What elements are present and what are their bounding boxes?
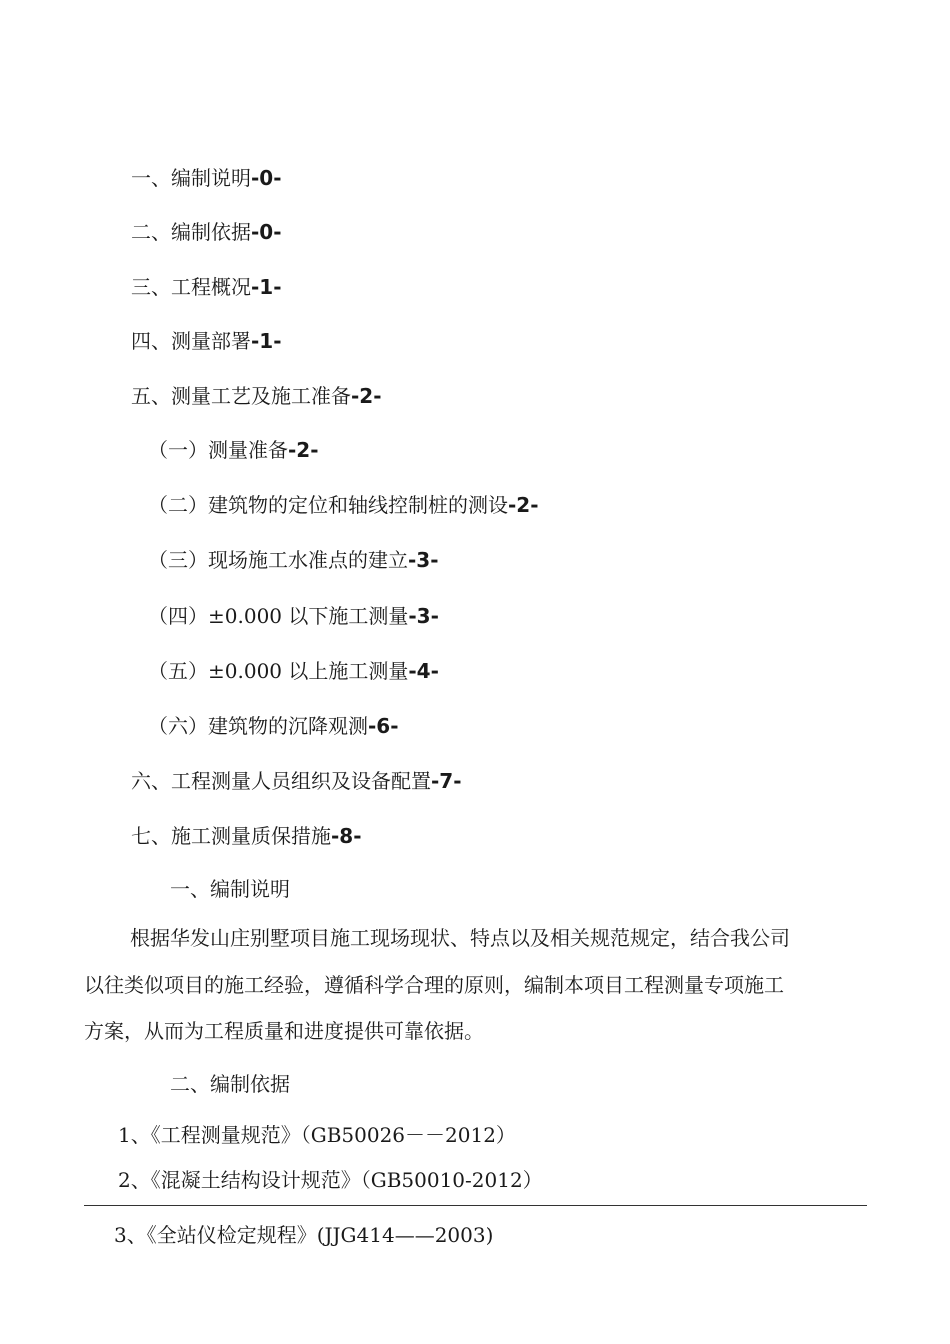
toc-item-label: （三）现场施工水准点的建立: [148, 548, 408, 572]
page-divider: [84, 1205, 867, 1206]
toc-item-label: （六）建筑物的沉降观测: [148, 714, 368, 738]
toc-item-page: -0-: [251, 220, 282, 244]
section-heading-2: 二、编制依据: [170, 1072, 290, 1096]
toc-item[interactable]: [131, 274, 282, 300]
toc-item[interactable]: [131, 328, 282, 354]
toc-item-page: -0-: [251, 166, 282, 190]
toc-item-label: （五）±0.000 以上施工测量: [148, 659, 409, 683]
reference-item: 2、《混凝土结构设计规范》（GB50010-2012）: [118, 1168, 543, 1192]
toc-item-label: 一、编制说明: [131, 166, 251, 190]
toc-item[interactable]: [131, 383, 382, 409]
toc-item[interactable]: [131, 165, 282, 191]
toc-item[interactable]: [148, 713, 399, 739]
toc-item-label: 四、测量部署: [131, 329, 251, 353]
toc-item[interactable]: [131, 219, 282, 245]
toc-item-page: -2-: [508, 493, 539, 517]
toc-item-label: 五、测量工艺及施工准备: [131, 384, 351, 408]
toc-item[interactable]: [131, 768, 462, 794]
toc-item[interactable]: [148, 658, 439, 684]
paragraph-line: 方案，从而为工程质量和进度提供可靠依据。: [84, 1019, 484, 1043]
toc-item-label: 三、工程概况: [131, 275, 251, 299]
toc-item[interactable]: [148, 437, 319, 463]
toc-item-page: -2-: [351, 384, 382, 408]
toc-item-label: 二、编制依据: [131, 220, 251, 244]
toc-item-page: -3-: [408, 604, 439, 628]
reference-item: 1、《工程测量规范》（GB50026－－2012）: [118, 1123, 516, 1147]
section-heading-1: 一、编制说明: [170, 877, 290, 901]
toc-item-page: -1-: [251, 329, 282, 353]
toc-item-page: -8-: [331, 824, 362, 848]
reference-item: 3、《全站仪检定规程》(JJG414——2003): [114, 1223, 494, 1247]
toc-item-label: （四）±0.000 以下施工测量: [148, 604, 409, 628]
paragraph-line: 根据华发山庄别墅项目施工现场现状、特点以及相关规范规定，结合我公司: [130, 926, 790, 950]
toc-item[interactable]: [148, 603, 439, 629]
toc-item[interactable]: [131, 823, 362, 849]
toc-item-page: -7-: [431, 769, 462, 793]
toc-item[interactable]: [148, 492, 539, 518]
toc-item-label: （二）建筑物的定位和轴线控制桩的测设: [148, 493, 508, 517]
toc-item-page: -2-: [288, 438, 319, 462]
toc-item-label: （一）测量准备: [148, 438, 288, 462]
toc-item-page: -1-: [251, 275, 282, 299]
toc-item-page: -3-: [408, 548, 439, 572]
paragraph-line: 以往类似项目的施工经验，遵循科学合理的原则，编制本项目工程测量专项施工: [84, 973, 784, 997]
toc-item-page: -4-: [408, 659, 439, 683]
toc-item[interactable]: [148, 547, 439, 573]
toc-item-label: 七、施工测量质保措施: [131, 824, 331, 848]
toc-item-label: 六、工程测量人员组织及设备配置: [131, 769, 431, 793]
toc-item-page: -6-: [368, 714, 399, 738]
